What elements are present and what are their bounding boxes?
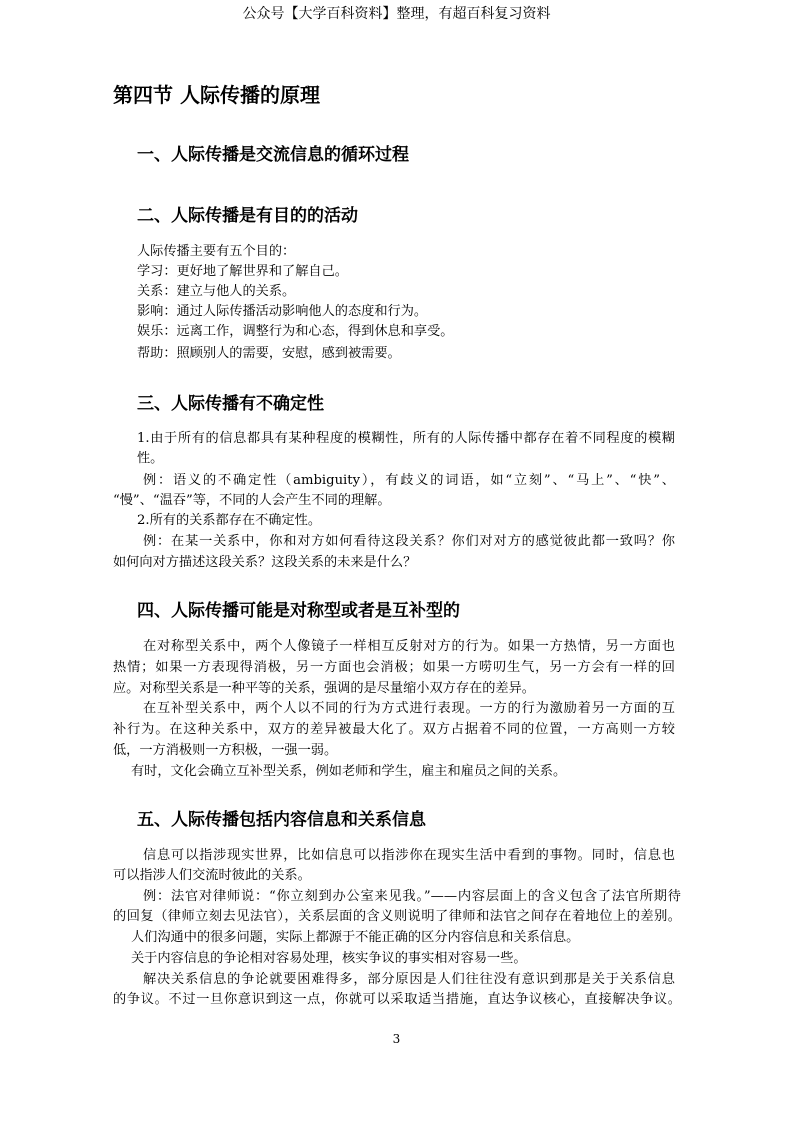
text-line: 1.由于所有的信息都具有某种程度的模糊性，所有的人际传播中都存在着不同程度的模糊 — [137, 431, 675, 446]
page-header: 公众号【大学百科资料】整理，有超百科复习资料 — [242, 6, 551, 22]
text-line: 在对称型关系中，两个人像镜子一样相互反射对方的行为。如果一方热情，另一方面也 — [143, 639, 675, 654]
section-heading: 四、人际传播可能是对称型或者是互补型的 — [137, 601, 460, 621]
text-line: 2.所有的关系都存在不确定性。 — [137, 513, 322, 528]
text-line: 影响：通过人际传播活动影响他人的态度和行为。 — [137, 304, 428, 319]
text-line: 如何向对方描述这段关系？这段关系的未来是什么？ — [113, 555, 417, 570]
text-line: 在互补型关系中，两个人以不同的行为方式进行表现。一方的行为激励着另一方面的互 — [143, 701, 675, 716]
text-line: 可以指涉人们交流时彼此的关系。 — [113, 868, 311, 883]
text-line: 有时，文化会确立互补型关系，例如老师和学生，雇主和雇员之间的关系。 — [131, 764, 567, 779]
text-line: 娱乐：远离工作，调整行为和心态，得到休息和享受。 — [137, 324, 454, 339]
text-line: “慢”、“温吞”等，不同的人会产生不同的理解。 — [113, 493, 391, 508]
text-line: 应。对称型关系是一种平等的关系，强调的是尽量缩小双方存在的差异。 — [113, 681, 535, 696]
text-line: 低，一方消极则一方积极，一强一弱。 — [113, 743, 338, 758]
text-line: 例：在某一关系中，你和对方如何看待这段关系？你们对对方的感觉彼此都一致吗？你 — [143, 534, 675, 549]
page-title: 第四节 人际传播的原理 — [113, 83, 320, 107]
text-line: 例：法官对律师说：“你立刻到办公室来见我。”——内容层面上的含义包含了法官所期待 — [143, 889, 681, 904]
text-line: 热情；如果一方表现得消极，另一方面也会消极；如果一方唠叨生气，另一方会有一样的回 — [113, 660, 675, 675]
text-line: 的争议。不过一旦你意识到这一点，你就可以采取适当措施，直达争议核心，直接解决争议。 — [113, 992, 681, 1007]
text-line: 信息可以指涉现实世界，比如信息可以指涉你在现实生活中看到的事物。同时，信息也 — [143, 848, 675, 863]
text-line: 的回复（律师立刻去见法官），关系层面的含义则说明了律师和法官之间存在着地位上的差别。 — [113, 909, 681, 924]
text-line: 帮助：照顾别人的需要，安慰，感到被需要。 — [137, 346, 401, 361]
text-line: 学习：更好地了解世界和了解自己。 — [137, 264, 348, 279]
section-heading: 一、人际传播是交流信息的循环过程 — [137, 145, 409, 165]
text-line: 人际传播主要有五个目的： — [137, 244, 296, 259]
text-line: 例：语义的不确定性（ambiguity），有歧义的词语，如“立刻”、“马上”、“快”、 — [143, 473, 675, 488]
page-number: 3 — [392, 1032, 401, 1046]
text-line: 补行为。在这种关系中，双方的差异被最大化了。双方占据着不同的位置，一方高则一方较 — [113, 722, 675, 737]
text-line: 人们沟通中的很多问题，实际上都源于不能正确的区分内容信息和关系信息。 — [131, 930, 580, 945]
section-heading: 三、人际传播有不确定性 — [137, 394, 324, 414]
section-heading: 五、人际传播包括内容信息和关系信息 — [137, 810, 426, 830]
text-line: 性。 — [137, 451, 164, 466]
text-line: 解决关系信息的争论就要困难得多，部分原因是人们往往没有意识到那是关于关系信息 — [143, 972, 675, 987]
text-line: 关系：建立与他人的关系。 — [137, 284, 296, 299]
text-line: 关于内容信息的争论相对容易处理，核实争议的事实相对容易一些。 — [131, 951, 527, 966]
section-heading: 二、人际传播是有目的的活动 — [137, 206, 358, 226]
